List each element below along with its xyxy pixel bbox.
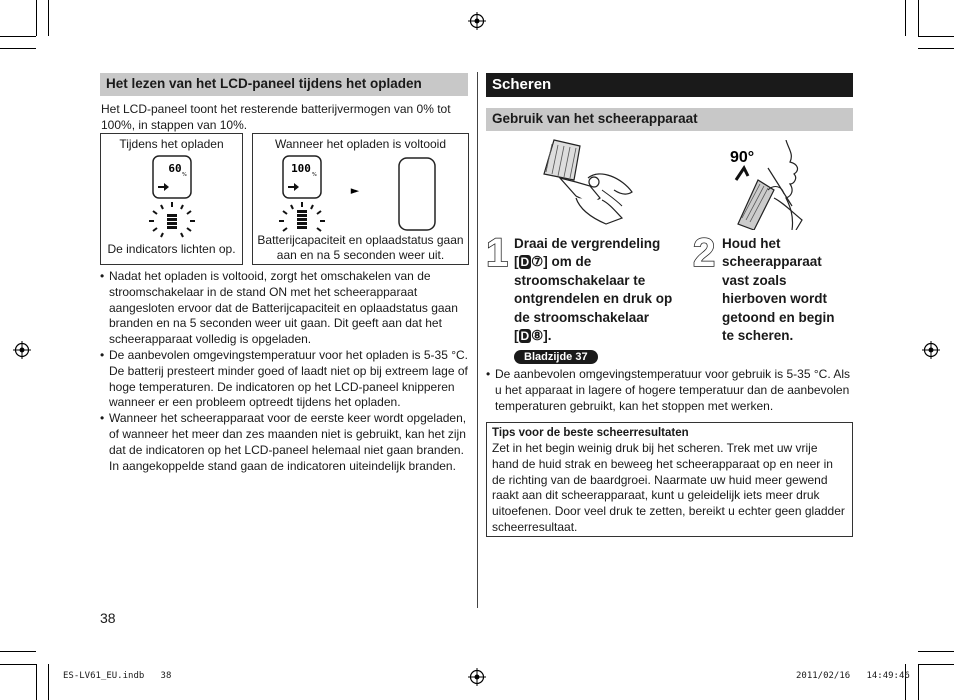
crop-mark — [918, 48, 954, 49]
intro-text: Het LCD-paneel toont het resterende batterijvermogen van 0% tot 100%, in stappen van 10%. — [101, 102, 451, 132]
ref-badge: D — [520, 255, 530, 270]
angle-label: 90° — [730, 149, 755, 166]
list-item: • De aanbevolen omgevingstemperatuur voor gebruik is 5-35 °C. Als u het apparaat in lagere of hogere temperatuur dan de aanbevolen temperaturen gebruikt, kan het stoppen met werken. — [486, 367, 852, 414]
footer-file-info: ES-LV61_EU.indb 38 — [63, 671, 172, 681]
crop-mark — [918, 36, 954, 37]
panel-caption: De indicators lichten op. — [107, 242, 236, 256]
crop-mark — [918, 664, 919, 700]
lcd-display-value: 60 — [168, 162, 182, 175]
column-divider — [477, 72, 478, 608]
face-shaving-illustration — [728, 140, 818, 230]
svg-text:%: % — [182, 172, 187, 178]
step-text-part: Draai de vergrendeling — [514, 236, 661, 251]
panel-header: Wanneer het opladen is voltooid — [275, 137, 446, 151]
registration-mark-icon — [468, 12, 486, 30]
lcd-charging-illustration — [101, 154, 242, 240]
crop-mark — [48, 0, 49, 36]
crop-mark — [0, 36, 36, 37]
ref-number: ⑦ — [531, 254, 544, 270]
list-item: • Nadat het opladen is voltooid, zorgt het omschakelen van de stroomschakelaar in de stand ON met het scheerapparaat aangesloten ervoor dat de Batterijcapaciteit en oplaadstatus gaan branden en na 5 seconden weer uit gaan. Dit geeft aan dat het scheerapparaat volledig is opgeladen. — [100, 269, 468, 348]
charging-notes-list — [100, 269, 468, 474]
step-number: 2 — [693, 231, 716, 275]
crop-mark — [36, 664, 37, 700]
ref-number: ⑧ — [531, 328, 544, 344]
shaver-hand-illustration — [530, 138, 640, 230]
svg-text:%: % — [312, 172, 317, 178]
list-item: • Wanneer het scheerapparaat voor de eerste keer wordt opgeladen, of wanneer het meer dan zes maanden niet is gebruikt, kan het zijn dat de indicatoren op het LCD-paneel helemaal niet gaan branden. In aangekoppelde stand gaan de indicatoren uiteindelijk branden. — [100, 411, 468, 474]
tips-body: Zet in het begin weinig druk bij het scheren. Trek met uw vrije hand de huid strak en beweeg het scheerapparaat op en neer in de richting van de baardgroei. Naarmate uw huid meer gewend raakt aan dit scheerapparaat, kunt u geleidelijk iets meer druk uitoefenen. Door veel druk te zetten, bereikt u echter geen gladder scheerresultaat. — [492, 441, 845, 534]
page-number: 38 — [100, 610, 116, 626]
panel-caption: Batterijcapaciteit en oplaadstatus gaan aan en na 5 seconden weer uit. — [257, 233, 464, 262]
lcd-panel-complete — [252, 133, 469, 265]
panel-header: Tijdens het opladen — [119, 137, 224, 151]
lcd-complete-illustration — [253, 154, 468, 236]
crop-mark — [0, 664, 36, 665]
usage-notes-list — [486, 367, 852, 414]
step-2-text: Houd het scheerapparaat vast zoals hierboven wordt getoond en begin te scheren. — [722, 236, 835, 344]
step-1-text: Draai de vergrendeling [ D ⑦] om de stroomschakelaar te ontgrendelen en druk op de stroomschakelaar [ D ⑧]. — [514, 236, 673, 344]
section-heading-scheren: Scheren — [486, 73, 853, 97]
crop-mark — [918, 651, 954, 652]
crop-mark — [36, 0, 37, 36]
crop-mark — [0, 651, 36, 652]
crop-mark — [48, 664, 49, 700]
step-text-part: om de stroomschakelaar te ontgrendelen en druk op de stroomschakelaar — [514, 254, 673, 325]
crop-mark — [905, 0, 906, 36]
page-reference-link[interactable]: Bladzijde 37 — [514, 350, 598, 364]
tips-title: Tips voor de beste scheerresultaten — [492, 427, 689, 439]
section-heading-lcd: Het lezen van het LCD-paneel tijdens het opladen — [100, 73, 468, 96]
crop-mark — [0, 48, 36, 49]
list-item: • De aanbevolen omgevingstemperatuur voor het opladen is 5-35 °C. De batterij presteert minder goed of laadt niet op bij extreem lage of hoge temperaturen. De indicatoren op het LCD-paneel knipperen wanneer er een probleem optreedt tijdens het opladen. — [100, 348, 468, 411]
ref-badge: D — [520, 329, 530, 344]
tips-box — [486, 422, 853, 537]
registration-mark-icon — [13, 341, 31, 359]
crop-mark — [918, 664, 954, 665]
step-number: 1 — [486, 231, 509, 275]
lcd-panel-charging — [100, 133, 243, 265]
arrow-right-icon: ► — [350, 184, 360, 197]
registration-mark-icon — [922, 341, 940, 359]
crop-mark — [905, 664, 906, 700]
crop-mark — [918, 0, 919, 36]
footer-datetime: 2011/02/16 14:49:46 — [796, 671, 910, 681]
registration-mark-icon — [468, 668, 486, 686]
subsection-heading: Gebruik van het scheerapparaat — [486, 108, 853, 131]
lcd-display-value: 100 — [291, 162, 311, 175]
